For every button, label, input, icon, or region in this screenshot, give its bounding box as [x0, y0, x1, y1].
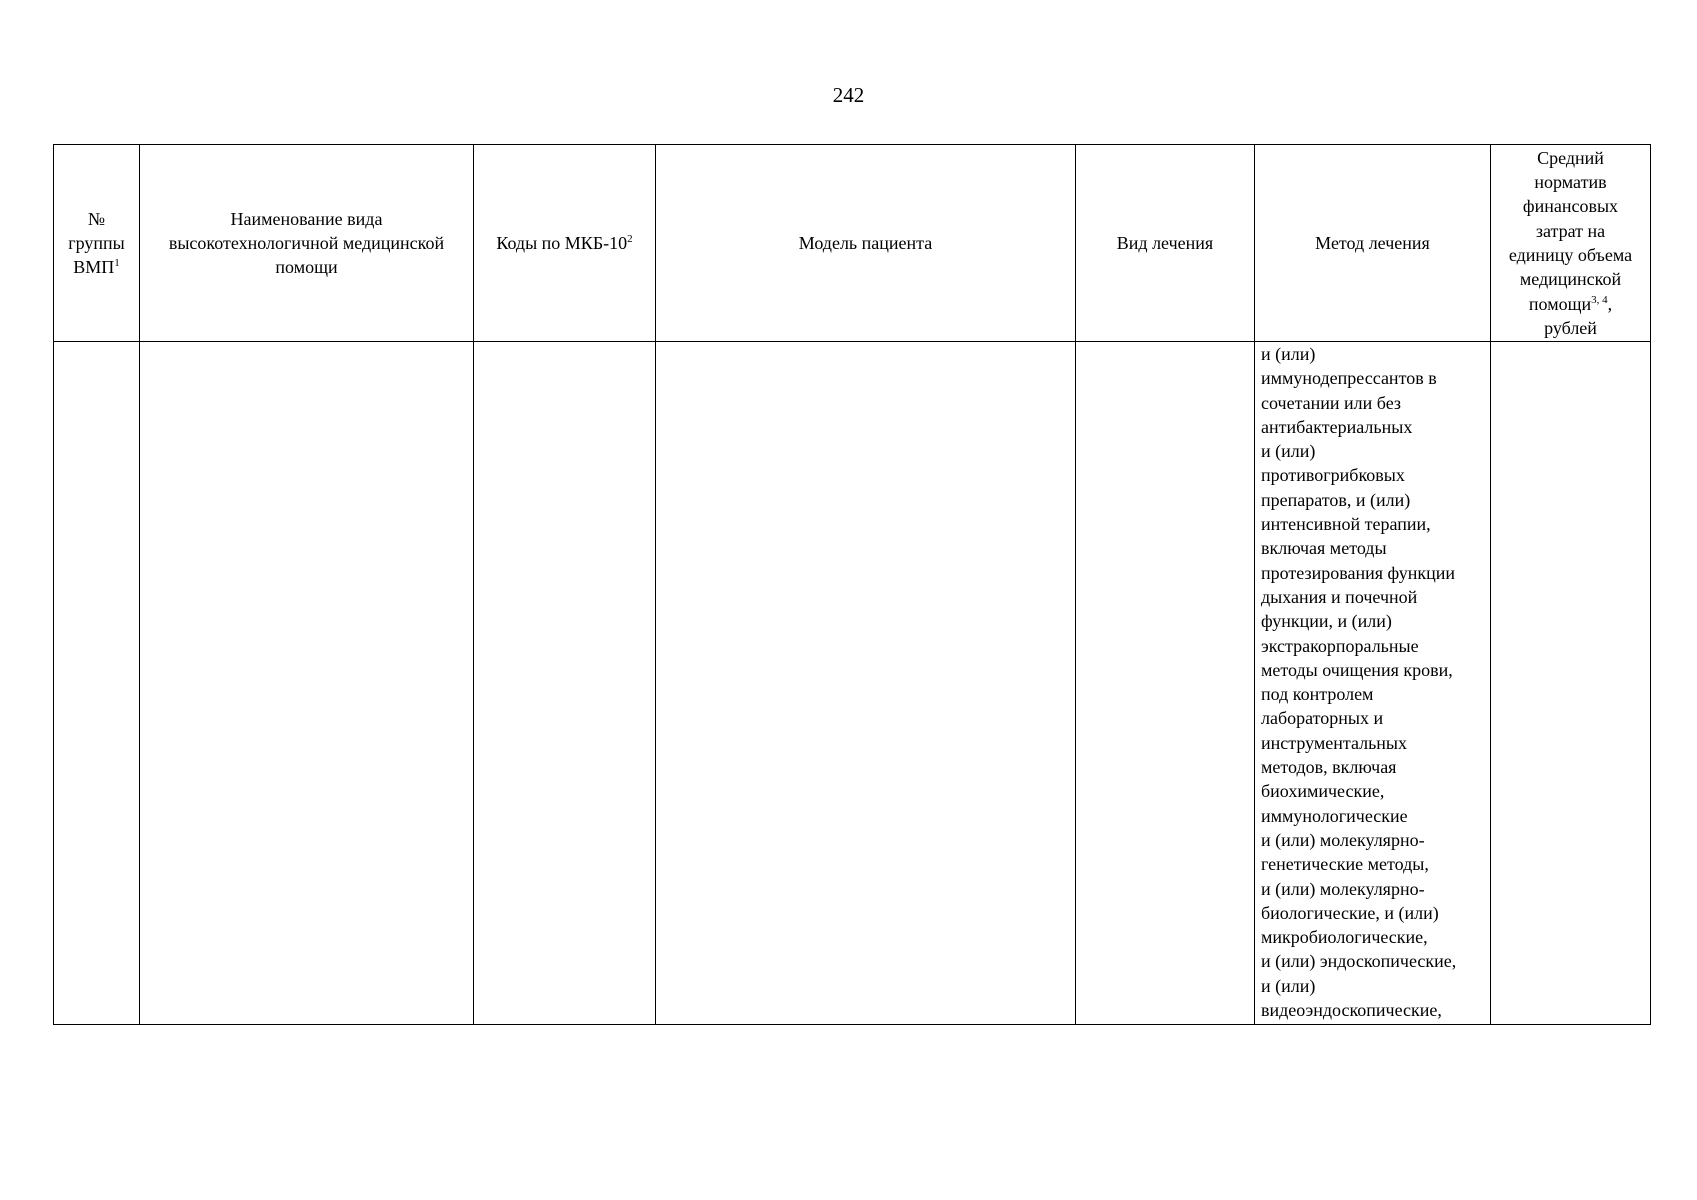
header-average-cost: Средний норматив финансовых затрат на единицу объема медицинской помощи$^{3, 4}$, рублей	[1491, 145, 1651, 342]
vmp-table	[53, 144, 1651, 1025]
header-icd-codes: Коды по МКБ-$10^2$	[474, 145, 656, 342]
cell-treatment-type	[1076, 342, 1255, 1025]
header-patient-model: Модель пациента	[656, 145, 1076, 342]
cell-icd-codes	[474, 342, 656, 1025]
header-treatment-type: Вид лечения	[1076, 145, 1255, 342]
header-care-type-name: Наименование вида высокотехнологичной медицинской помощи	[140, 145, 474, 342]
table-header-row	[54, 145, 1651, 342]
header-treatment-method: Метод лечения	[1255, 145, 1491, 342]
page-number: 242	[832, 83, 865, 107]
cell-patient-model	[656, 342, 1076, 1025]
cell-average-cost	[1491, 342, 1651, 1025]
cell-treatment-method: и (или) иммунодепрессантов в сочетании или без антибактериальных и (или) противогрибковых препаратов, и (или) интенсивной терапии, включая методы протезирования функции дыхания и почечной функции, и (или) экстракорпоральные методы очищения крови, под контролем лабораторных и инструментальных методов, включая биохимические, иммунологические и (или) молекулярно- генетические методы, и (или) молекулярно- биологические, и (или) микробиологические, и (или) эндоскопические, и (или) видеоэндоскопические,	[1255, 342, 1491, 1025]
table-row	[54, 342, 1651, 1025]
cell-care-type-name	[140, 342, 474, 1025]
header-group-number: № группы ВМП$^1$	[54, 145, 140, 342]
cell-group-number	[54, 342, 140, 1025]
